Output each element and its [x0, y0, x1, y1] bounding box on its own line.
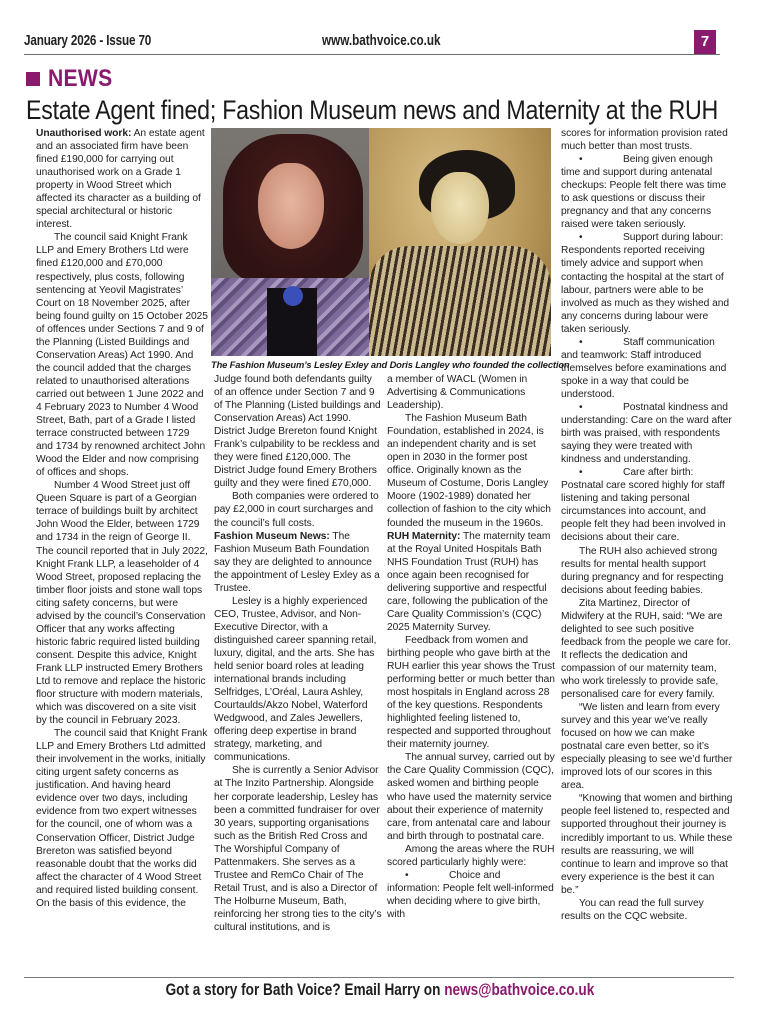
article-headline: Estate Agent fined; Fashion Museum news and Maternity at the RUH: [26, 95, 719, 125]
bullet-icon: •: [405, 869, 409, 881]
bullet-item: [561, 401, 733, 466]
subhead-unauthorised-work: Unauthorised work:: [36, 128, 132, 139]
paragraph: The annual survey, carried out by the Care Quality Commission (CQC), asked women and birthing people who have used the maternity service about their experience of maternity care, from antenatal care and labour and birth through to postnatal care.: [387, 752, 555, 842]
feature-photo: [211, 128, 551, 356]
bullet-item: [561, 336, 733, 401]
footer-prompt: Got a story for Bath Voice? Email Harry on: [165, 980, 444, 999]
page-header: [24, 30, 720, 55]
paragraph: The council said that Knight Frank LLP and Emery Brothers Ltd admitted their involvement in the works, initially citing urgent safety concerns as justification. And having heard evidence over two days, including evidence from two expert witnesses for the council, one of whom was a Conservation Officer, District Judge Brereton was satisfied beyond reasonable doubt that the works did affect the character of 4 Wood Street and required listed building consent. On the basis of this evidence, the: [36, 728, 208, 909]
article-column-1: [36, 127, 208, 910]
paragraph-text: An estate agent and an associated firm have been fined £190,000 for carrying out unauthorised work on a Grade 1 property in Wood Street which affected its character as a building of special architectural or historic interest.: [36, 128, 205, 231]
paragraph: Judge found both defendants guilty of an offence under Section 7 and 9 of The Planning (Listed buildings and Conservation Areas) Act 1990. District Judge Brereton found Knight Frank’s culpability to be reckless and they were fined £120,000. The District Judge found Emery Brothers guilty and they were fined £70,000.: [214, 374, 381, 490]
paragraph: The Fashion Museum Bath Foundation, established in 2024, is an independent charity and is set open in 2030 in the former post office. Originally known as the Museum of Costume, Doris Langley Moore (1902-1989) donated her collection of fashion to the city which founded the museum in the 1960s.: [387, 413, 551, 529]
page-number-badge: 7: [694, 30, 716, 54]
bullet-text: Care after birth: Postnatal care scored highly for staff listening and taking personal circumstances into account, and people felt they had been involved in decisions about their care.: [561, 467, 726, 544]
bullet-text: Postnatal kindness and understanding: Care on the ward after birth was praised, with respondents saying they were treated with kindness and understanding.: [561, 401, 732, 466]
bullet-text: Staff communication and teamwork: Staff introduced themselves before examinations and spoke in a way that could be understood.: [561, 336, 727, 400]
bullet-item: [387, 869, 555, 921]
article-column-4: [561, 127, 733, 923]
bullet-icon: •: [579, 401, 583, 413]
paragraph: a member of WACL (Women in Advertising & Communications Leadership).: [387, 374, 528, 412]
bullet-icon: •: [579, 467, 583, 479]
bullet-text: Choice and information: People felt well-informed when deciding where to give birth, with: [387, 869, 554, 920]
paragraph: Zita Martinez, Director of Midwifery at the RUH, said: “We are delighted to see such positive feedback from the people we care for. It reflects the dedication and compassion of our maternity team, who work tirelessly to provide safe, personalised care for every family.: [561, 597, 731, 701]
bullet-item: [561, 466, 733, 544]
paragraph: Among the areas where the RUH scored particularly highly were:: [387, 843, 555, 868]
site-url-link[interactable]: www.bathvoice.co.uk: [322, 32, 441, 49]
footer-email-link[interactable]: news@bathvoice.co.uk: [443, 980, 594, 999]
square-bullet-icon: [26, 72, 40, 86]
paragraph: The council said Knight Frank LLP and Emery Brothers Ltd were fined £120,000 and £70,000 respectively, plus costs, following sentencing at Yeovil Magistrates’ Court on 18 November 2025, after being found guilty on 15 October 2025 of offences under Sections 7 and 9 of the Planning (Listed Buildings and Conservation Areas) Act 1990. And the council added that the charges related to unauthorised alterations carried out between 1 June 2022 and 4 February 2023 to Number 4 Wood Street, Bath, part of a Grade I listed terrace constructed between 1729 and 1734 by renowned architect John Wood the Elder and now comprising of offices and shops.: [36, 232, 208, 479]
paragraph: You can read the full survey results on the CQC website.: [561, 897, 704, 922]
article-column-2: [214, 373, 382, 934]
paragraph: [387, 530, 555, 634]
paragraph: She is currently a Senior Advisor at The Inzito Partnership. Alongside her corporate leadership, Lesley has been a committed fundraiser for over 30 years, supporting organisations such as the British Red Cross and The Worshipful Company of Pattenmakers. She serves as a Trustee and RemCo Chair of The Retail Trust, and is also a Director of The Holburne Museum, Bath, reinforcing her strong ties to the city’s cultural institutions, and is: [214, 765, 382, 933]
paragraph: Lesley is a highly experienced CEO, Trustee, Advisor, and Non-Executive Director, with a distinguished career spanning retail, luxury, digital, and the arts. She has held senior board roles at leading international brands including Selfridges, L’Oréal, Laura Ashley, Courtaulds/Akzo Nobel, Waterford Wedgwood, and Zales Jewellers, offering deep expertise in brand strategy, marketing, and communications.: [214, 595, 377, 764]
paragraph: Feedback from women and birthing people who gave birth at the RUH earlier this year shows the Trust performing better or much better than most hospitals in England across 28 of the key questions. Respondents highlighted feeling listened to, respected and supported throughout their maternity journey.: [387, 634, 555, 751]
bullet-text: Support during labour: Respondents reported receiving timely advice and support when contacting the hospital at the start of labour, partners were able to be involved as much as they wished and any concerns during labour were taken seriously.: [561, 232, 730, 335]
bullet-item: [561, 153, 733, 231]
subhead-ruh-maternity: RUH Maternity:: [387, 530, 461, 542]
paragraph: “We listen and learn from every survey and this year we’ve really focused on how we can make postnatal care even better, so it’s especially pleasing to see we’d further improved lots of our scores in this area.: [561, 702, 733, 792]
section-title: NEWS: [48, 65, 113, 92]
bullet-icon: •: [579, 154, 583, 166]
footer-divider: [24, 977, 734, 978]
paragraph-text: The Fashion Museum Bath Foundation say they are delighted to announce the appointment of Lesley Exley as a Trustee.: [214, 530, 380, 594]
paragraph: Both companies were ordered to pay £2,000 in court surcharges and the council’s full costs.: [214, 491, 379, 529]
section-label: [26, 66, 121, 92]
paragraph: The RUH also achieved strong results for mental health support during pregnancy and for respecting decisions about feeding babies.: [561, 545, 724, 596]
paragraph: [36, 127, 208, 231]
paragraph: Number 4 Wood Street just off Queen Square is part of a Georgian terrace of buildings built by architect John Wood the Elder, between 1729 and 1734 in the reign of George II. The council reported that in July 2022, Knight Frank LLP, a leaseholder of 4 Wood Street, proposed replacing the timber floor joists and stone wall tops citing safety concerns, but were advised by the council’s Conservation Officer that any works affecting historic fabric required listed building consent. Despite this advice, Knight Frank LLP instructed Emery Brothers Ltd to remove and replace the historic floor structure with modern materials, which was discovered on a site visit by the council in February 2023.: [36, 480, 208, 727]
bullet-item: [561, 231, 733, 335]
paragraph-text: The maternity team at the Royal United Hospitals Bath NHS Foundation Trust (RUH) has once again been recognised for delivering supportive and respectful care, following the publication of the Care Quality Commission’s (CQC) 2025 Maternity Survey.: [387, 530, 551, 633]
bullet-icon: •: [579, 336, 583, 348]
paragraph: scores for information provision rated much better than most trusts.: [561, 128, 728, 153]
subhead-fashion-museum: Fashion Museum News:: [214, 530, 330, 542]
photo-caption: The Fashion Museum’s Lesley Exley and Doris Langley who founded the collection: [211, 359, 570, 370]
issue-label: January 2026 - Issue 70: [24, 32, 152, 49]
photo-doris-langley: [369, 128, 551, 356]
paragraph: [214, 530, 382, 595]
photo-lesley-exley: [211, 128, 369, 356]
paragraph: “Knowing that women and birthing people feel listened to, respected and supported throughout their journey is incredibly important to us. While these results are reassuring, we will continue to learn and improve so that every experience is the best it can be.”: [561, 793, 733, 896]
page-footer: [0, 980, 759, 1000]
bullet-icon: •: [579, 232, 583, 244]
bullet-text: Being given enough time and support during antenatal checkups: People felt there was time to ask questions or discuss their pregnancy and that any concerns raised were taken seriously.: [561, 154, 727, 231]
article-column-3: [387, 373, 555, 921]
